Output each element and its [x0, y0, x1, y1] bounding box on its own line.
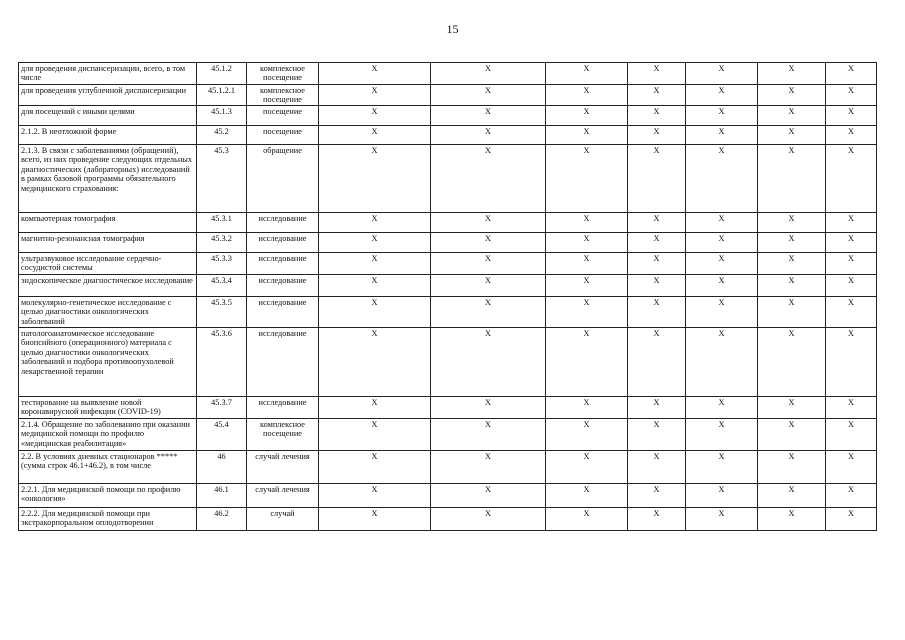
x-mark-cell: X — [628, 508, 686, 531]
table-row — [19, 451, 877, 484]
x-mark-cell: X — [758, 419, 826, 451]
row-label: 2.2.1. Для медицинской помощи по профилю «онкология» — [19, 484, 197, 508]
x-mark-cell: X — [546, 508, 628, 531]
x-mark-cell: X — [431, 419, 546, 451]
x-mark-cell: X — [319, 233, 431, 253]
x-mark-cell: X — [826, 85, 877, 106]
row-unit: посещение — [247, 126, 319, 145]
row-unit: исследование — [247, 253, 319, 275]
x-mark-cell: X — [686, 233, 758, 253]
data-table — [18, 62, 877, 531]
row-code: 46 — [197, 451, 247, 484]
row-code: 45.3.7 — [197, 397, 247, 419]
x-mark-cell: X — [546, 85, 628, 106]
table-row — [19, 253, 877, 275]
table-row — [19, 213, 877, 233]
x-mark-cell: X — [826, 484, 877, 508]
row-label: 2.1.3. В связи с заболеваниями (обращений), всего, из них проведение следующих отдельных диагностических (лабораторных) исследований в рамках базовой программы обязательного медицинского страхования: — [19, 145, 197, 213]
row-label: 2.2. В условиях дневных стационаров *****(сумма строк 46.1+46.2), в том числе — [19, 451, 197, 484]
x-mark-cell: X — [628, 126, 686, 145]
row-unit: исследование — [247, 297, 319, 328]
row-unit: комплексное посещение — [247, 85, 319, 106]
row-unit: случай — [247, 508, 319, 531]
row-label: 2.1.2. В неотложной форме — [19, 126, 197, 145]
x-mark-cell: X — [686, 328, 758, 397]
row-unit: случай лечения — [247, 484, 319, 508]
x-mark-cell: X — [319, 63, 431, 85]
x-mark-cell: X — [546, 63, 628, 85]
x-mark-cell: X — [431, 275, 546, 297]
x-mark-cell: X — [686, 397, 758, 419]
row-code: 45.3.4 — [197, 275, 247, 297]
x-mark-cell: X — [758, 484, 826, 508]
x-mark-cell: X — [431, 85, 546, 106]
x-mark-cell: X — [826, 419, 877, 451]
x-mark-cell: X — [758, 126, 826, 145]
x-mark-cell: X — [546, 275, 628, 297]
row-code: 45.1.3 — [197, 106, 247, 126]
table-row — [19, 106, 877, 126]
x-mark-cell: X — [758, 328, 826, 397]
x-mark-cell: X — [628, 451, 686, 484]
x-mark-cell: X — [431, 213, 546, 233]
x-mark-cell: X — [826, 397, 877, 419]
x-mark-cell: X — [628, 63, 686, 85]
x-mark-cell: X — [758, 397, 826, 419]
x-mark-cell: X — [319, 275, 431, 297]
x-mark-cell: X — [758, 297, 826, 328]
x-mark-cell: X — [758, 508, 826, 531]
x-mark-cell: X — [686, 297, 758, 328]
row-unit: обращение — [247, 145, 319, 213]
x-mark-cell: X — [628, 253, 686, 275]
row-code: 46.2 — [197, 508, 247, 531]
row-code: 45.3.1 — [197, 213, 247, 233]
row-unit: случай лечения — [247, 451, 319, 484]
table-row — [19, 419, 877, 451]
row-unit: исследование — [247, 233, 319, 253]
x-mark-cell: X — [826, 275, 877, 297]
row-label: ультразвуковое исследование сердечно-сосудистой системы — [19, 253, 197, 275]
x-mark-cell: X — [628, 484, 686, 508]
row-code: 45.4 — [197, 419, 247, 451]
x-mark-cell: X — [758, 275, 826, 297]
table-row — [19, 297, 877, 328]
x-mark-cell: X — [686, 253, 758, 275]
x-mark-cell: X — [628, 275, 686, 297]
x-mark-cell: X — [758, 145, 826, 213]
x-mark-cell: X — [546, 145, 628, 213]
table-row — [19, 233, 877, 253]
x-mark-cell: X — [758, 451, 826, 484]
x-mark-cell: X — [686, 213, 758, 233]
x-mark-cell: X — [686, 508, 758, 531]
x-mark-cell: X — [319, 126, 431, 145]
x-mark-cell: X — [546, 297, 628, 328]
x-mark-cell: X — [431, 63, 546, 85]
x-mark-cell: X — [546, 451, 628, 484]
table-row — [19, 275, 877, 297]
x-mark-cell: X — [546, 328, 628, 397]
row-unit: исследование — [247, 275, 319, 297]
x-mark-cell: X — [686, 63, 758, 85]
x-mark-cell: X — [319, 508, 431, 531]
x-mark-cell: X — [686, 85, 758, 106]
x-mark-cell: X — [319, 145, 431, 213]
x-mark-cell: X — [546, 397, 628, 419]
row-code: 46.1 — [197, 484, 247, 508]
x-mark-cell: X — [431, 397, 546, 419]
row-label: компьютерная томография — [19, 213, 197, 233]
x-mark-cell: X — [546, 484, 628, 508]
x-mark-cell: X — [686, 145, 758, 213]
x-mark-cell: X — [546, 126, 628, 145]
x-mark-cell: X — [431, 484, 546, 508]
x-mark-cell: X — [628, 145, 686, 213]
x-mark-cell: X — [758, 85, 826, 106]
x-mark-cell: X — [826, 297, 877, 328]
page-number: 15 — [446, 22, 459, 36]
x-mark-cell: X — [319, 419, 431, 451]
x-mark-cell: X — [546, 106, 628, 126]
x-mark-cell: X — [628, 106, 686, 126]
row-label: молекулярно-генетическое исследование с целью диагностики онкологических заболеваний — [19, 297, 197, 328]
x-mark-cell: X — [686, 419, 758, 451]
row-unit: посещение — [247, 106, 319, 126]
row-label: для проведения углубленной диспансеризации — [19, 85, 197, 106]
x-mark-cell: X — [686, 126, 758, 145]
x-mark-cell: X — [628, 213, 686, 233]
x-mark-cell: X — [686, 484, 758, 508]
x-mark-cell: X — [431, 126, 546, 145]
x-mark-cell: X — [686, 275, 758, 297]
x-mark-cell: X — [826, 233, 877, 253]
x-mark-cell: X — [826, 126, 877, 145]
x-mark-cell: X — [319, 484, 431, 508]
x-mark-cell: X — [826, 106, 877, 126]
row-label: 2.1.4. Обращение по заболеванию при оказании медицинской помощи по профилю «медицинская реабилитация» — [19, 419, 197, 451]
x-mark-cell: X — [628, 85, 686, 106]
x-mark-cell: X — [758, 253, 826, 275]
row-label: 2.2.2. Для медицинской помощи при экстракорпоральном оплодотворении — [19, 508, 197, 531]
x-mark-cell: X — [431, 451, 546, 484]
x-mark-cell: X — [826, 145, 877, 213]
row-label: эндоскопическое диагностическое исследование — [19, 275, 197, 297]
x-mark-cell: X — [546, 253, 628, 275]
table-row — [19, 126, 877, 145]
row-unit: исследование — [247, 213, 319, 233]
x-mark-cell: X — [319, 328, 431, 397]
row-code: 45.3.2 — [197, 233, 247, 253]
x-mark-cell: X — [431, 508, 546, 531]
row-label: магнитно-резонансная томография — [19, 233, 197, 253]
x-mark-cell: X — [686, 106, 758, 126]
row-unit: комплексное посещение — [247, 419, 319, 451]
table-row — [19, 508, 877, 531]
x-mark-cell: X — [319, 253, 431, 275]
row-code: 45.3 — [197, 145, 247, 213]
x-mark-cell: X — [431, 297, 546, 328]
x-mark-cell: X — [546, 419, 628, 451]
x-mark-cell: X — [826, 253, 877, 275]
x-mark-cell: X — [758, 213, 826, 233]
row-label: тестирование на выявление новой коронавирусной инфекции (COVID-19) — [19, 397, 197, 419]
x-mark-cell: X — [758, 233, 826, 253]
row-unit: комплексное посещение — [247, 63, 319, 85]
x-mark-cell: X — [546, 233, 628, 253]
x-mark-cell: X — [431, 145, 546, 213]
row-unit: исследование — [247, 328, 319, 397]
x-mark-cell: X — [758, 63, 826, 85]
table-row — [19, 145, 877, 213]
x-mark-cell: X — [826, 508, 877, 531]
row-code: 45.2 — [197, 126, 247, 145]
x-mark-cell: X — [826, 213, 877, 233]
row-code: 45.3.3 — [197, 253, 247, 275]
row-code: 45.3.5 — [197, 297, 247, 328]
x-mark-cell: X — [431, 233, 546, 253]
x-mark-cell: X — [628, 233, 686, 253]
x-mark-cell: X — [628, 397, 686, 419]
table-row — [19, 397, 877, 419]
x-mark-cell: X — [319, 397, 431, 419]
row-code: 45.3.6 — [197, 328, 247, 397]
x-mark-cell: X — [319, 106, 431, 126]
x-mark-cell: X — [628, 297, 686, 328]
table-body — [19, 63, 877, 531]
table-row — [19, 63, 877, 85]
x-mark-cell: X — [686, 451, 758, 484]
table-row — [19, 484, 877, 508]
table-row — [19, 85, 877, 106]
x-mark-cell: X — [431, 253, 546, 275]
x-mark-cell: X — [319, 451, 431, 484]
x-mark-cell: X — [758, 106, 826, 126]
x-mark-cell: X — [431, 328, 546, 397]
x-mark-cell: X — [826, 328, 877, 397]
x-mark-cell: X — [546, 213, 628, 233]
row-code: 45.1.2 — [197, 63, 247, 85]
row-unit: исследование — [247, 397, 319, 419]
x-mark-cell: X — [628, 419, 686, 451]
x-mark-cell: X — [319, 85, 431, 106]
row-label: патологоанатомическое исследование биопсийного (операционного) материала с целью диагностики онкологических заболеваний и подбора противоопухолевой лекарственной терапии — [19, 328, 197, 397]
x-mark-cell: X — [431, 106, 546, 126]
x-mark-cell: X — [826, 451, 877, 484]
row-code: 45.1.2.1 — [197, 85, 247, 106]
x-mark-cell: X — [319, 297, 431, 328]
x-mark-cell: X — [826, 63, 877, 85]
x-mark-cell: X — [628, 328, 686, 397]
table-row — [19, 328, 877, 397]
row-label: для проведения диспансеризации, всего, в том числе — [19, 63, 197, 85]
x-mark-cell: X — [319, 213, 431, 233]
row-label: для посещений с иными целями — [19, 106, 197, 126]
